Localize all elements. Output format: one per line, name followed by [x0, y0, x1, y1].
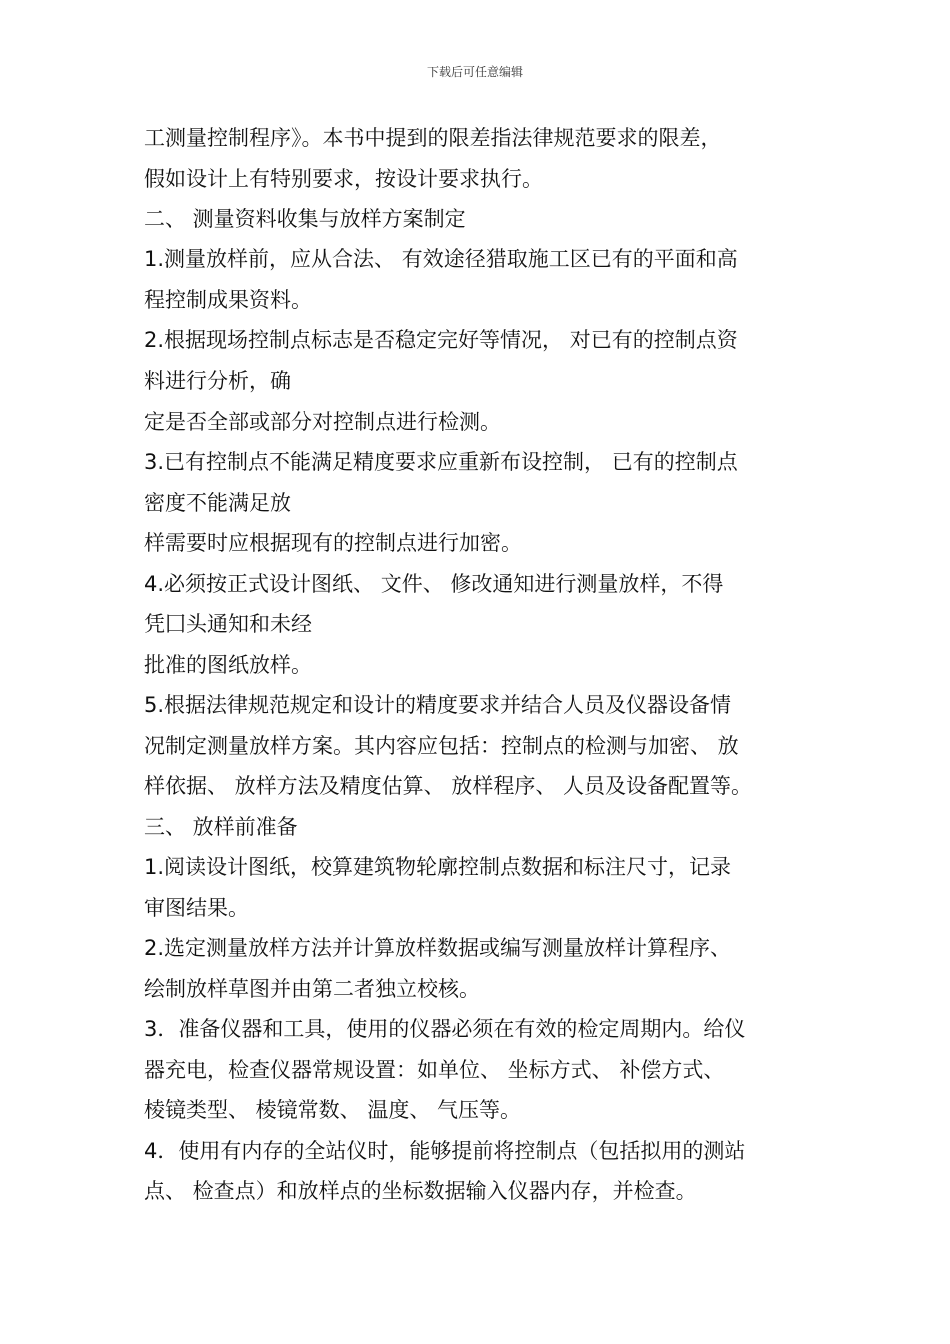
text-line: 2.选定测量放样方法并计算放样数据或编写测量放样计算程序、	[144, 936, 732, 960]
text-line: 棱镜类型、 棱镜常数、 温度、 气压等。	[144, 1098, 522, 1122]
text-line: 3．准备仪器和工具，使用的仪器必须在有效的检定周期内。给仪	[144, 1017, 746, 1041]
text-line: 程控制成果资料。	[144, 288, 312, 312]
text-line: 点、 检查点）和放样点的坐标数据输入仪器内存，并检查。	[144, 1179, 697, 1203]
text-line: 器充电，检查仪器常规设置：如单位、 坐标方式、 补偿方式、	[144, 1058, 725, 1082]
text-line: 样需要时应根据现有的控制点进行加密。	[144, 531, 522, 555]
text-line: 定是否全部或部分对控制点进行检测。	[144, 410, 501, 434]
text-line: 3.已有控制点不能满足精度要求应重新布设控制， 已有的控制点	[144, 450, 738, 474]
text-line: 批准的图纸放样。	[144, 653, 312, 677]
text-line: 1.阅读设计图纸，校算建筑物轮廓控制点数据和标注尺寸，记录	[144, 855, 732, 879]
text-line: 凭囗头通知和未经	[144, 612, 312, 636]
section-heading: 二、 测量资料收集与放样方案制定	[144, 207, 466, 231]
section-heading: 三、 放样前准备	[144, 815, 298, 839]
text-line: 2.根据现场控制点标志是否稳定完好等情况， 对已有的控制点资	[144, 328, 738, 352]
text-line: 绘制放样草图并由第二者独立校核。	[144, 977, 480, 1001]
text-line: 料进行分析，确	[144, 369, 291, 393]
text-line: 4．使用有内存的全站仪时，能够提前将控制点（包括拟用的测站	[144, 1139, 746, 1163]
text-line: 4.必须按正式设计图纸、 文件、 修改通知进行测量放样，不得	[144, 572, 724, 596]
text-line: 1.测量放样前，应从合法、 有效途径猎取施工区已有的平面和高	[144, 247, 738, 271]
text-line: 假如设计上有特别要求，按设计要求执行。	[144, 167, 543, 191]
text-line: 密度不能满足放	[144, 491, 291, 515]
page-header: 下载后可任意编辑	[426, 65, 523, 79]
text-line: 审图结果。	[144, 896, 249, 920]
text-line: 工测量控制程序》。本书中提到的限差指法律规范要求的限差，	[144, 126, 722, 150]
text-line: 样依据、 放样方法及精度估算、 放样程序、 人员及设备配置等。	[144, 774, 753, 798]
text-line: 5.根据法律规范规定和设计的精度要求并结合人员及仪器设备情	[144, 693, 732, 717]
text-line: 况制定测量放样方案。其内容应包括：控制点的检测与加密、 放	[144, 734, 739, 758]
